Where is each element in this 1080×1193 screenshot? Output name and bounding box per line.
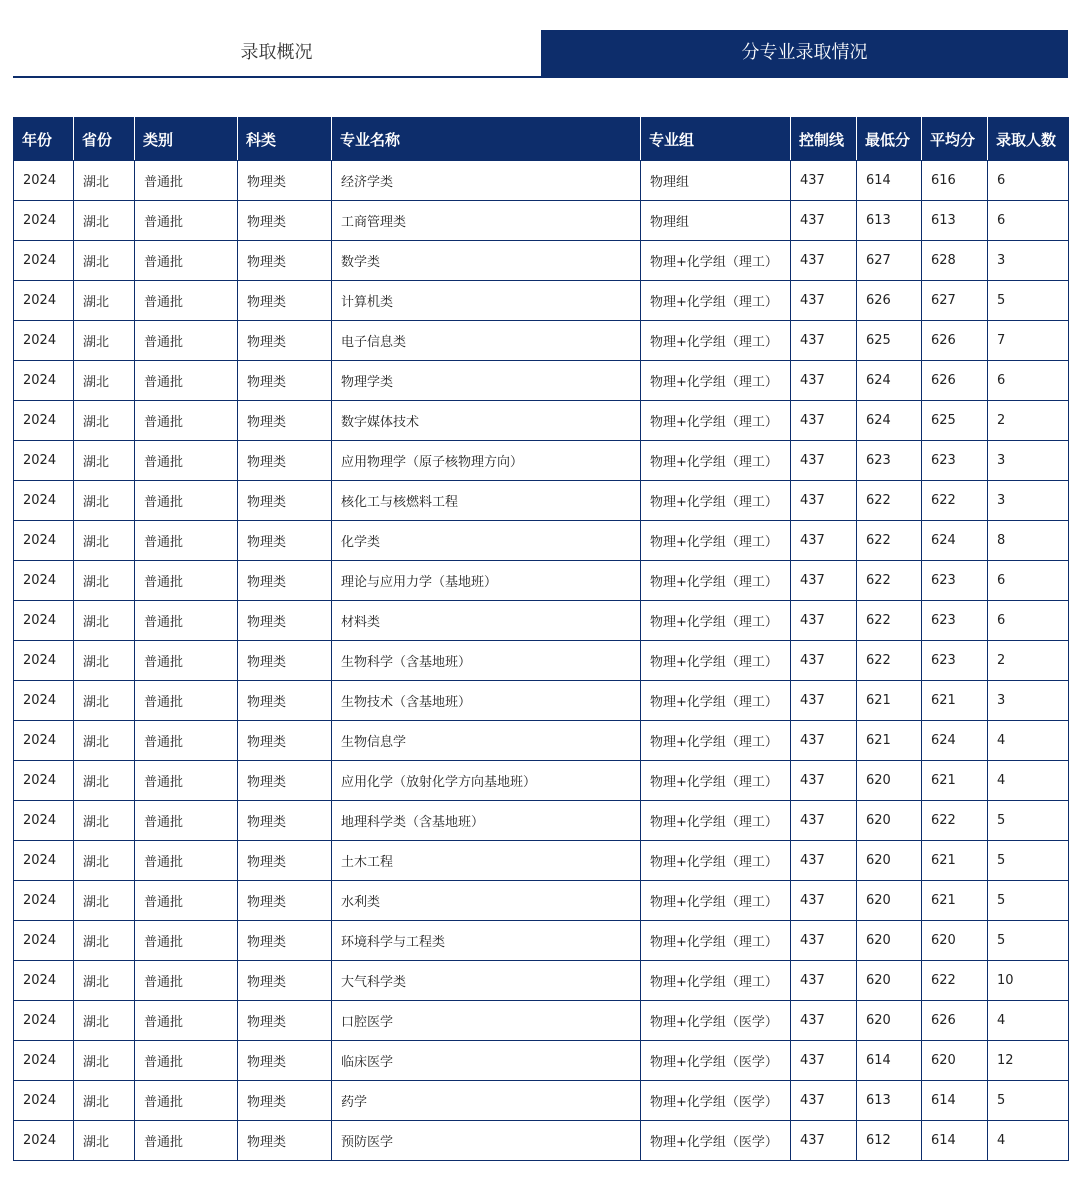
col-control-line-cell: 437 [791, 201, 857, 241]
col-admitted-count-cell: 6 [988, 361, 1069, 401]
col-major-group-cell: 物理+化学组（理工） [641, 961, 791, 1001]
col-control-line-cell: 437 [791, 401, 857, 441]
col-province-cell: 湖北 [74, 801, 135, 841]
col-major-name-cell: 电子信息类 [332, 321, 641, 361]
table-row [14, 641, 1069, 681]
col-subject-cell: 物理类 [238, 801, 332, 841]
col-major-name-cell: 预防医学 [332, 1121, 641, 1161]
col-province-cell: 湖北 [74, 441, 135, 481]
col-avg-score-cell: 624 [922, 521, 988, 561]
col-major-group-cell: 物理+化学组（理工） [641, 601, 791, 641]
col-year-header: 年份 [14, 118, 74, 161]
col-province-header: 省份 [74, 118, 135, 161]
col-major-name-cell: 物理学类 [332, 361, 641, 401]
col-category-cell: 普通批 [135, 641, 238, 681]
col-major-group-cell: 物理组 [641, 161, 791, 201]
table-row [14, 761, 1069, 801]
col-major-name-cell: 材料类 [332, 601, 641, 641]
col-subject-cell: 物理类 [238, 561, 332, 601]
table-row [14, 201, 1069, 241]
col-category-cell: 普通批 [135, 801, 238, 841]
col-subject-cell: 物理类 [238, 281, 332, 321]
col-major-group-cell: 物理+化学组（理工） [641, 401, 791, 441]
col-control-line-cell: 437 [791, 841, 857, 881]
col-subject-cell: 物理类 [238, 961, 332, 1001]
col-major-name-cell: 口腔医学 [332, 1001, 641, 1041]
col-major-name-cell: 工商管理类 [332, 201, 641, 241]
col-avg-score-cell: 614 [922, 1121, 988, 1161]
col-admitted-count-cell: 3 [988, 681, 1069, 721]
col-control-line-cell: 437 [791, 681, 857, 721]
col-major-name-cell: 土木工程 [332, 841, 641, 881]
table-row [14, 161, 1069, 201]
col-min-score-cell: 620 [857, 761, 922, 801]
col-subject-cell: 物理类 [238, 401, 332, 441]
col-min-score-cell: 620 [857, 921, 922, 961]
col-min-score-cell: 622 [857, 481, 922, 521]
col-province-cell: 湖北 [74, 1041, 135, 1081]
col-major-group-cell: 物理+化学组（医学） [641, 1081, 791, 1121]
col-year-cell: 2024 [14, 361, 74, 401]
col-admitted-count-cell: 2 [988, 401, 1069, 441]
table-row [14, 1041, 1069, 1081]
col-category-header: 类别 [135, 118, 238, 161]
col-category-cell: 普通批 [135, 721, 238, 761]
col-admitted-count-cell: 6 [988, 201, 1069, 241]
col-major-group-cell: 物理+化学组（理工） [641, 361, 791, 401]
table-row [14, 681, 1069, 721]
col-subject-cell: 物理类 [238, 1081, 332, 1121]
col-year-cell: 2024 [14, 1081, 74, 1121]
col-category-cell: 普通批 [135, 601, 238, 641]
col-year-cell: 2024 [14, 761, 74, 801]
col-major-group-cell: 物理+化学组（理工） [641, 441, 791, 481]
col-major-name-cell: 化学类 [332, 521, 641, 561]
col-admitted-count-cell: 3 [988, 441, 1069, 481]
col-major-name-cell: 计算机类 [332, 281, 641, 321]
col-major-name-cell: 地理科学类（含基地班） [332, 801, 641, 841]
col-min-score-cell: 622 [857, 561, 922, 601]
col-avg-score-cell: 623 [922, 561, 988, 601]
col-subject-cell: 物理类 [238, 881, 332, 921]
col-year-cell: 2024 [14, 921, 74, 961]
col-year-cell: 2024 [14, 561, 74, 601]
table-row [14, 441, 1069, 481]
table-row [14, 521, 1069, 561]
col-admitted-count-cell: 5 [988, 921, 1069, 961]
col-major-name-cell: 核化工与核燃料工程 [332, 481, 641, 521]
col-avg-score-cell: 621 [922, 681, 988, 721]
col-major-name-cell: 环境科学与工程类 [332, 921, 641, 961]
col-year-cell: 2024 [14, 1121, 74, 1161]
col-subject-cell: 物理类 [238, 641, 332, 681]
col-province-cell: 湖北 [74, 561, 135, 601]
col-year-cell: 2024 [14, 801, 74, 841]
col-major-name-cell: 水利类 [332, 881, 641, 921]
col-avg-score-cell: 621 [922, 841, 988, 881]
col-year-cell: 2024 [14, 281, 74, 321]
col-admitted-count-cell: 4 [988, 1001, 1069, 1041]
col-major-name-cell: 生物技术（含基地班） [332, 681, 641, 721]
col-year-cell: 2024 [14, 441, 74, 481]
col-subject-cell: 物理类 [238, 601, 332, 641]
col-avg-score-cell: 620 [922, 1041, 988, 1081]
col-avg-score-cell: 621 [922, 761, 988, 801]
col-admitted-count-cell: 6 [988, 161, 1069, 201]
col-admitted-count-cell: 5 [988, 801, 1069, 841]
table-row [14, 561, 1069, 601]
col-subject-cell: 物理类 [238, 201, 332, 241]
tab-admission-overview[interactable]: 录取概况 [13, 30, 540, 76]
col-province-cell: 湖北 [74, 401, 135, 441]
table-body [14, 161, 1069, 1161]
col-admitted-count-cell: 8 [988, 521, 1069, 561]
col-avg-score-header: 平均分 [922, 118, 988, 161]
col-min-score-cell: 622 [857, 521, 922, 561]
col-year-cell: 2024 [14, 881, 74, 921]
col-province-cell: 湖北 [74, 281, 135, 321]
col-major-group-cell: 物理+化学组（医学） [641, 1121, 791, 1161]
col-province-cell: 湖北 [74, 641, 135, 681]
col-major-group-cell: 物理组 [641, 201, 791, 241]
col-admitted-count-cell: 5 [988, 841, 1069, 881]
col-admitted-count-cell: 2 [988, 641, 1069, 681]
col-avg-score-cell: 625 [922, 401, 988, 441]
col-category-cell: 普通批 [135, 761, 238, 801]
col-control-line-cell: 437 [791, 641, 857, 681]
col-major-group-cell: 物理+化学组（医学） [641, 1001, 791, 1041]
col-category-cell: 普通批 [135, 521, 238, 561]
col-avg-score-cell: 622 [922, 481, 988, 521]
col-avg-score-cell: 613 [922, 201, 988, 241]
col-major-group-cell: 物理+化学组（理工） [641, 481, 791, 521]
col-category-cell: 普通批 [135, 1001, 238, 1041]
table-row [14, 481, 1069, 521]
col-province-cell: 湖北 [74, 321, 135, 361]
col-min-score-cell: 620 [857, 881, 922, 921]
table-row [14, 841, 1069, 881]
col-avg-score-cell: 627 [922, 281, 988, 321]
col-major-group-cell: 物理+化学组（理工） [641, 681, 791, 721]
col-control-line-cell: 437 [791, 321, 857, 361]
col-admitted-count-cell: 4 [988, 721, 1069, 761]
col-major-name-cell: 经济学类 [332, 161, 641, 201]
col-major-group-cell: 物理+化学组（理工） [641, 521, 791, 561]
col-control-line-cell: 437 [791, 881, 857, 921]
col-control-line-cell: 437 [791, 561, 857, 601]
table-row [14, 241, 1069, 281]
col-major-group-cell: 物理+化学组（理工） [641, 881, 791, 921]
col-min-score-cell: 626 [857, 281, 922, 321]
col-avg-score-cell: 626 [922, 361, 988, 401]
col-control-line-header: 控制线 [791, 118, 857, 161]
col-major-name-cell: 生物科学（含基地班） [332, 641, 641, 681]
col-year-cell: 2024 [14, 641, 74, 681]
col-major-group-cell: 物理+化学组（理工） [641, 241, 791, 281]
col-province-cell: 湖北 [74, 721, 135, 761]
col-admitted-count-cell: 12 [988, 1041, 1069, 1081]
col-min-score-cell: 623 [857, 441, 922, 481]
col-year-cell: 2024 [14, 241, 74, 281]
col-major-group-cell: 物理+化学组（理工） [641, 281, 791, 321]
col-category-cell: 普通批 [135, 401, 238, 441]
col-subject-cell: 物理类 [238, 921, 332, 961]
col-province-cell: 湖北 [74, 921, 135, 961]
col-min-score-cell: 620 [857, 961, 922, 1001]
col-major-group-cell: 物理+化学组（理工） [641, 921, 791, 961]
col-year-cell: 2024 [14, 201, 74, 241]
table-row [14, 1121, 1069, 1161]
table-header-row [14, 118, 1069, 161]
col-min-score-cell: 621 [857, 721, 922, 761]
col-province-cell: 湖北 [74, 521, 135, 561]
col-major-group-cell: 物理+化学组（理工） [641, 321, 791, 361]
col-min-score-cell: 620 [857, 841, 922, 881]
col-control-line-cell: 437 [791, 481, 857, 521]
col-subject-cell: 物理类 [238, 1041, 332, 1081]
col-min-score-cell: 613 [857, 1081, 922, 1121]
col-admitted-count-cell: 3 [988, 481, 1069, 521]
table-row [14, 1001, 1069, 1041]
col-control-line-cell: 437 [791, 801, 857, 841]
col-year-cell: 2024 [14, 1041, 74, 1081]
col-control-line-cell: 437 [791, 281, 857, 321]
col-admitted-count-cell: 10 [988, 961, 1069, 1001]
col-province-cell: 湖北 [74, 481, 135, 521]
col-subject-cell: 物理类 [238, 761, 332, 801]
col-province-cell: 湖北 [74, 161, 135, 201]
col-year-cell: 2024 [14, 521, 74, 561]
col-major-name-cell: 数学类 [332, 241, 641, 281]
col-min-score-cell: 620 [857, 1001, 922, 1041]
col-year-cell: 2024 [14, 161, 74, 201]
tab-bar [13, 30, 1068, 78]
table-row [14, 281, 1069, 321]
col-major-name-cell: 数字媒体技术 [332, 401, 641, 441]
col-province-cell: 湖北 [74, 961, 135, 1001]
col-category-cell: 普通批 [135, 841, 238, 881]
col-admitted-count-cell: 7 [988, 321, 1069, 361]
col-major-group-cell: 物理+化学组（理工） [641, 641, 791, 681]
col-control-line-cell: 437 [791, 1001, 857, 1041]
col-control-line-cell: 437 [791, 1041, 857, 1081]
col-admitted-count-cell: 6 [988, 601, 1069, 641]
table-row [14, 801, 1069, 841]
table-row [14, 1081, 1069, 1121]
col-admitted-count-cell: 5 [988, 281, 1069, 321]
admission-table [13, 117, 1069, 1161]
col-major-group-cell: 物理+化学组（医学） [641, 1041, 791, 1081]
col-avg-score-cell: 621 [922, 881, 988, 921]
col-avg-score-cell: 626 [922, 1001, 988, 1041]
col-major-name-cell: 药学 [332, 1081, 641, 1121]
col-admitted-count-cell: 4 [988, 761, 1069, 801]
col-admitted-count-cell: 5 [988, 1081, 1069, 1121]
col-category-cell: 普通批 [135, 881, 238, 921]
col-min-score-header: 最低分 [857, 118, 922, 161]
col-control-line-cell: 437 [791, 921, 857, 961]
col-major-group-header: 专业组 [641, 118, 791, 161]
col-category-cell: 普通批 [135, 481, 238, 521]
col-major-name-cell: 生物信息学 [332, 721, 641, 761]
col-category-cell: 普通批 [135, 921, 238, 961]
col-avg-score-cell: 622 [922, 801, 988, 841]
col-province-cell: 湖北 [74, 1081, 135, 1121]
col-avg-score-cell: 614 [922, 1081, 988, 1121]
col-province-cell: 湖北 [74, 1121, 135, 1161]
table-row [14, 601, 1069, 641]
col-category-cell: 普通批 [135, 201, 238, 241]
col-category-cell: 普通批 [135, 1121, 238, 1161]
col-min-score-cell: 620 [857, 801, 922, 841]
col-major-name-cell: 应用化学（放射化学方向基地班） [332, 761, 641, 801]
col-min-score-cell: 621 [857, 681, 922, 721]
table-row [14, 321, 1069, 361]
col-avg-score-cell: 622 [922, 961, 988, 1001]
col-avg-score-cell: 623 [922, 441, 988, 481]
col-year-cell: 2024 [14, 1001, 74, 1041]
col-major-group-cell: 物理+化学组（理工） [641, 801, 791, 841]
col-control-line-cell: 437 [791, 521, 857, 561]
col-subject-cell: 物理类 [238, 321, 332, 361]
col-category-cell: 普通批 [135, 1081, 238, 1121]
col-avg-score-cell: 628 [922, 241, 988, 281]
col-year-cell: 2024 [14, 961, 74, 1001]
table-row [14, 961, 1069, 1001]
col-min-score-cell: 613 [857, 201, 922, 241]
table-row [14, 401, 1069, 441]
col-min-score-cell: 622 [857, 641, 922, 681]
col-subject-header: 科类 [238, 118, 332, 161]
col-category-cell: 普通批 [135, 1041, 238, 1081]
col-subject-cell: 物理类 [238, 161, 332, 201]
col-min-score-cell: 625 [857, 321, 922, 361]
col-province-cell: 湖北 [74, 361, 135, 401]
col-min-score-cell: 614 [857, 1041, 922, 1081]
col-control-line-cell: 437 [791, 1121, 857, 1161]
table-row [14, 721, 1069, 761]
col-avg-score-cell: 623 [922, 601, 988, 641]
col-min-score-cell: 614 [857, 161, 922, 201]
col-category-cell: 普通批 [135, 961, 238, 1001]
col-category-cell: 普通批 [135, 241, 238, 281]
col-major-group-cell: 物理+化学组（理工） [641, 761, 791, 801]
col-admitted-count-cell: 6 [988, 561, 1069, 601]
col-avg-score-cell: 620 [922, 921, 988, 961]
col-min-score-cell: 624 [857, 361, 922, 401]
col-category-cell: 普通批 [135, 561, 238, 601]
col-major-group-cell: 物理+化学组（理工） [641, 721, 791, 761]
col-province-cell: 湖北 [74, 841, 135, 881]
col-min-score-cell: 624 [857, 401, 922, 441]
col-category-cell: 普通批 [135, 161, 238, 201]
col-province-cell: 湖北 [74, 1001, 135, 1041]
col-control-line-cell: 437 [791, 1081, 857, 1121]
col-year-cell: 2024 [14, 481, 74, 521]
col-category-cell: 普通批 [135, 281, 238, 321]
col-min-score-cell: 612 [857, 1121, 922, 1161]
col-control-line-cell: 437 [791, 961, 857, 1001]
col-subject-cell: 物理类 [238, 681, 332, 721]
col-category-cell: 普通批 [135, 441, 238, 481]
col-year-cell: 2024 [14, 601, 74, 641]
col-admitted-count-header: 录取人数 [988, 118, 1069, 161]
col-subject-cell: 物理类 [238, 481, 332, 521]
col-province-cell: 湖北 [74, 761, 135, 801]
col-year-cell: 2024 [14, 721, 74, 761]
col-year-cell: 2024 [14, 841, 74, 881]
col-year-cell: 2024 [14, 401, 74, 441]
col-province-cell: 湖北 [74, 241, 135, 281]
col-province-cell: 湖北 [74, 601, 135, 641]
col-admitted-count-cell: 4 [988, 1121, 1069, 1161]
col-subject-cell: 物理类 [238, 841, 332, 881]
table-row [14, 921, 1069, 961]
col-control-line-cell: 437 [791, 761, 857, 801]
col-admitted-count-cell: 5 [988, 881, 1069, 921]
col-avg-score-cell: 616 [922, 161, 988, 201]
col-category-cell: 普通批 [135, 361, 238, 401]
table-row [14, 881, 1069, 921]
col-min-score-cell: 622 [857, 601, 922, 641]
table-row [14, 361, 1069, 401]
col-control-line-cell: 437 [791, 721, 857, 761]
col-avg-score-cell: 623 [922, 641, 988, 681]
col-major-name-header: 专业名称 [332, 118, 641, 161]
col-major-group-cell: 物理+化学组（理工） [641, 561, 791, 601]
col-province-cell: 湖北 [74, 201, 135, 241]
col-major-name-cell: 理论与应用力学（基地班） [332, 561, 641, 601]
col-subject-cell: 物理类 [238, 361, 332, 401]
col-major-name-cell: 大气科学类 [332, 961, 641, 1001]
col-control-line-cell: 437 [791, 441, 857, 481]
col-province-cell: 湖北 [74, 881, 135, 921]
col-category-cell: 普通批 [135, 681, 238, 721]
col-category-cell: 普通批 [135, 321, 238, 361]
tab-admission-by-major[interactable]: 分专业录取情况 [541, 30, 1068, 76]
col-subject-cell: 物理类 [238, 241, 332, 281]
col-avg-score-cell: 626 [922, 321, 988, 361]
col-admitted-count-cell: 3 [988, 241, 1069, 281]
col-control-line-cell: 437 [791, 361, 857, 401]
col-control-line-cell: 437 [791, 601, 857, 641]
col-avg-score-cell: 624 [922, 721, 988, 761]
col-control-line-cell: 437 [791, 161, 857, 201]
col-subject-cell: 物理类 [238, 721, 332, 761]
col-subject-cell: 物理类 [238, 1121, 332, 1161]
col-year-cell: 2024 [14, 681, 74, 721]
col-major-name-cell: 应用物理学（原子核物理方向） [332, 441, 641, 481]
col-major-name-cell: 临床医学 [332, 1041, 641, 1081]
col-year-cell: 2024 [14, 321, 74, 361]
col-subject-cell: 物理类 [238, 521, 332, 561]
col-min-score-cell: 627 [857, 241, 922, 281]
col-major-group-cell: 物理+化学组（理工） [641, 841, 791, 881]
col-province-cell: 湖北 [74, 681, 135, 721]
col-control-line-cell: 437 [791, 241, 857, 281]
col-subject-cell: 物理类 [238, 1001, 332, 1041]
col-subject-cell: 物理类 [238, 441, 332, 481]
